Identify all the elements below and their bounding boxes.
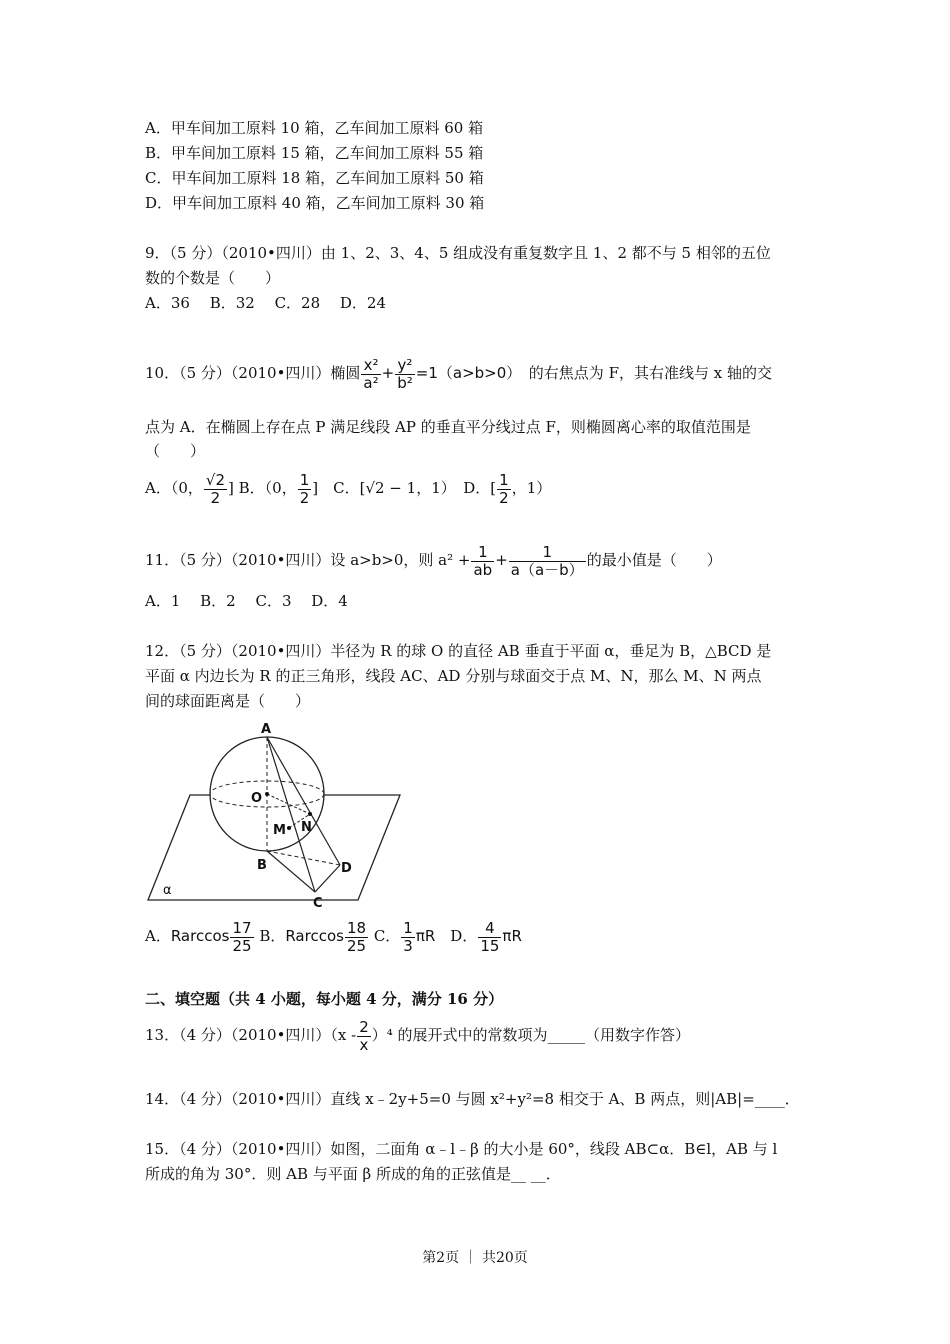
- q9-stem-line1: 9．（5 分）（2010•四川）由 1、2、3、4、5 组成没有重复数字且 1、2 都不与 5 相邻的五位: [145, 244, 771, 262]
- q10-suffix: 的右焦点为 F，其右准线与 x 轴的交: [528, 364, 772, 382]
- q13-frac: $\frac{2}{x}$: [359, 1017, 369, 1054]
- q12-optB-frac: $\frac{18}{25}$: [346, 918, 367, 955]
- q13-stem: 13．（4 分）（2010•四川）（x - $\frac{2}{x}$ ）⁴ 的展开式中的常数项为_____（用数字作答）: [145, 1017, 691, 1054]
- sphere-plane-figure: [145, 718, 410, 908]
- q10-optC: C．[√2 − 1，1）: [318, 479, 449, 497]
- q12-optD-frac: $\frac{4}{15}$: [480, 918, 500, 955]
- q8-option-d: D．甲车间加工原料 40 箱，乙车间加工原料 30 箱: [145, 194, 485, 212]
- q10-stem-line3: （ ）: [145, 442, 206, 460]
- label-o: O: [251, 791, 263, 806]
- q10-condition: =1（a>b>0）: [415, 364, 514, 382]
- q15-stem-line2: 所成的角为 30°．则 AB 与平面 β 所成的角的正弦值是__ __．: [145, 1165, 561, 1183]
- section-title-fill-in: 二、填空题（共 4 小题，每小题 4 分，满分 16 分）: [145, 990, 504, 1008]
- page-footer: 第2页 ｜ 共20页: [422, 1250, 528, 1266]
- label-b: B: [257, 858, 267, 873]
- q9-options: A．36 B．32 C．28 D．24: [145, 294, 387, 312]
- label-alpha: α: [163, 883, 172, 898]
- q10-optA-frac: $\frac{√2}{2}$: [205, 470, 225, 507]
- q10-stem-line2: 点为 A．在椭圆上存在点 P 满足线段 AP 的垂直平分线过点 F，则椭圆离心率的取值范围是: [145, 418, 751, 436]
- q10-optB-frac: $\frac{1}{2}$: [299, 470, 310, 507]
- q10-frac-y: $\frac{\text{y²}}{\text{b²}}$: [397, 355, 413, 392]
- point-n: [308, 812, 312, 816]
- segment-bc: [267, 851, 315, 892]
- q10-frac-x: $\frac{\text{x²}}{\text{a²}}$: [363, 355, 379, 392]
- q10-stem-line1: 10．（5 分）（2010•四川）椭圆 $\frac{\text{x²}}{\text{a²}}$ + $\frac{\text{y²}}{\text{b²}}$ =1（a>b>0） 的右焦点为 F，其右准线与 x 轴的交: [145, 355, 772, 392]
- q8-option-a: A．甲车间加工原料 10 箱，乙车间加工原料 60 箱: [145, 119, 484, 137]
- q11-options: A．1 B．2 C．3 D．4: [145, 592, 348, 610]
- q12-stem-line1: 12．（5 分）（2010•四川）半径为 R 的球 O 的直径 AB 垂直于平面 α，垂足为 B，△BCD 是: [145, 642, 772, 660]
- q11-frac-2: $\frac{1}{a(a-b)}$: [510, 542, 584, 579]
- q12-stem-line2: 平面 α 内边长为 R 的正三角形，线段 AC、AD 分别与球面交于点 M、N，那么 M、N 两点: [145, 667, 762, 685]
- q8-option-b: B．甲车间加工原料 15 箱，乙车间加工原料 55 箱: [145, 144, 484, 162]
- segment-cd: [315, 865, 340, 892]
- q10-optD-frac: $\frac{1}{2}$: [499, 470, 509, 507]
- q9-stem-line2: 数的个数是（ ）: [145, 269, 281, 287]
- label-c: C: [313, 896, 323, 908]
- point-m: [287, 826, 291, 830]
- label-n: N: [301, 820, 312, 835]
- q10-prefix: 10．（5 分）（2010•四川）椭圆: [145, 364, 361, 382]
- point-o: [265, 792, 269, 796]
- label-m: M: [273, 823, 286, 838]
- label-a: A: [261, 722, 272, 737]
- q11-frac-1: $\frac{1}{ab}$: [473, 542, 493, 579]
- label-d: D: [341, 861, 352, 876]
- q11-stem: 11．（5 分）（2010•四川）设 a>b>0，则 a² + $\frac{1}{ab}$ + $\frac{1}{a(a-b)}$ 的最小值是（ ）: [145, 542, 722, 579]
- q15-stem-line1: 15．（4 分）（2010•四川）如图，二面角 α﹣l﹣β 的大小是 60°，线段 AB⊂α．B∈l，AB 与 l: [145, 1140, 778, 1158]
- q8-option-c: C．甲车间加工原料 18 箱，乙车间加工原料 50 箱: [145, 169, 484, 187]
- q12-optC-frac: $\frac{1}{3}$: [403, 918, 413, 955]
- q10-options: A．（0， $\frac{√2}{2}$ ] B．（0， $\frac{1}{2}$ ] C．[√2 − 1，1） D．[ $\frac{1}{2}$ ，1）: [145, 470, 552, 507]
- q12-optA-frac: $\frac{17}{25}$: [232, 918, 252, 955]
- q12-options: A．Rarccos $\frac{17}{25}$ B．Rarccos $\frac{18}{25}$ C． $\frac{1}{3}$ πR D． $\frac{4}{15}$ πR: [145, 918, 522, 955]
- q14-stem: 14．（4 分）（2010•四川）直线 x﹣2y+5=0 与圆 x²+y²=8 相交于 A、B 两点，则|AB|=____．: [145, 1090, 800, 1108]
- q12-stem-line3: 间的球面距离是（ ）: [145, 692, 311, 710]
